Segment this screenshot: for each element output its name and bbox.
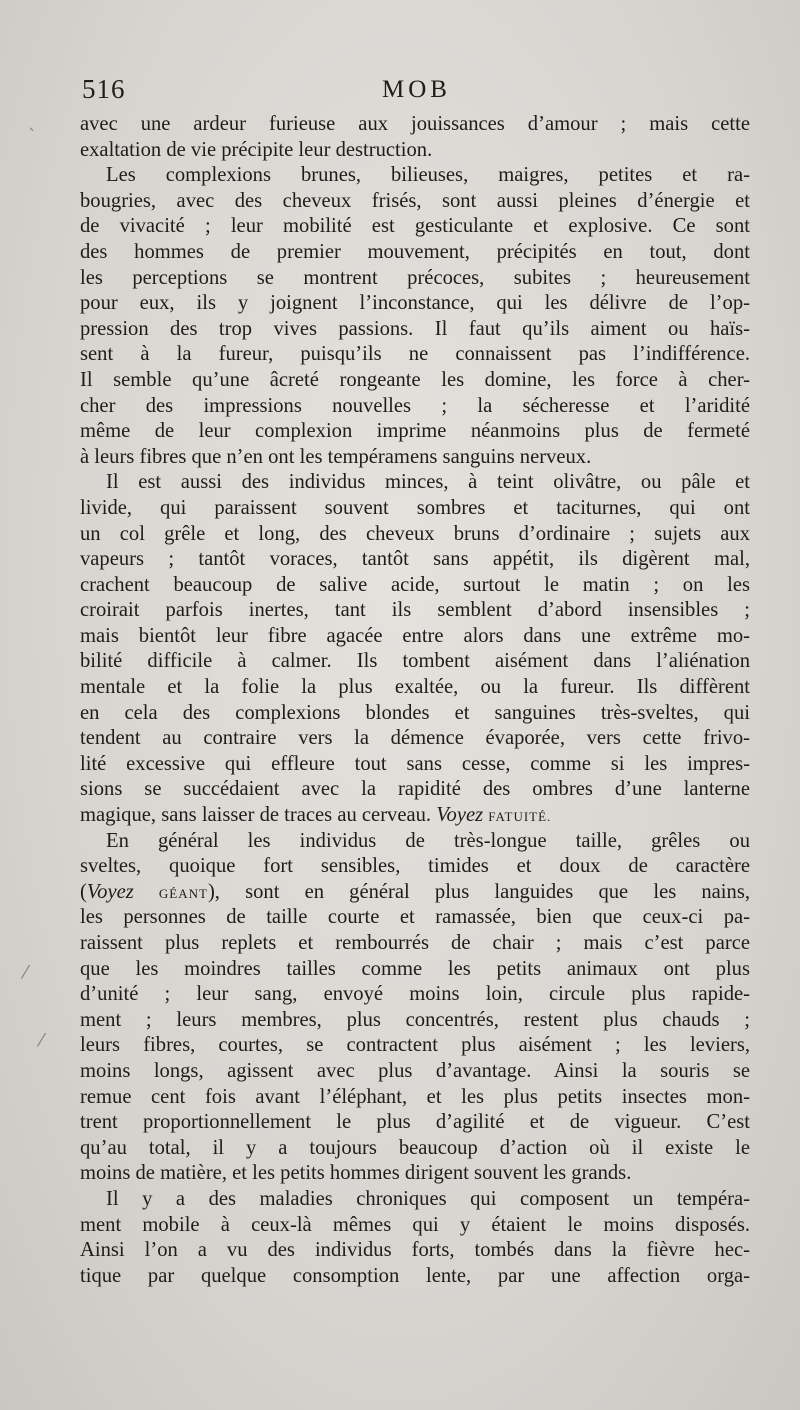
text-line: les perceptions se montrent précoces, subites ; heureusement bbox=[80, 266, 750, 289]
paragraph-start: Il est aussi des individus minces, à teint olivâtre, ou pâle et bbox=[106, 471, 750, 494]
text-line: même de leur complexion imprime néanmoins plus de fermeté bbox=[80, 420, 750, 443]
text-segment: ( bbox=[80, 880, 87, 903]
text-line: vapeurs ; tantôt voraces, tantôt sans appétit, ils digèrent mal, bbox=[80, 548, 750, 571]
margin-mark: ˋ bbox=[28, 126, 37, 147]
text-line: tique par quelque consomption lente, par une affection orga- bbox=[80, 1264, 750, 1287]
text-line: ment ; leurs membres, plus concentrés, restent plus chauds ; bbox=[80, 1008, 750, 1031]
body-text bbox=[80, 112, 750, 1289]
text-segment: magique, sans laisser de traces au cerveau. bbox=[80, 804, 432, 827]
text-line: Ainsi l’on a vu des individus forts, tombés dans la fièvre hec- bbox=[80, 1239, 750, 1262]
text-line: un col grêle et long, des cheveux bruns d’ordinaire ; sujets aux bbox=[80, 522, 750, 545]
margin-mark: ⁄ bbox=[24, 962, 28, 983]
text-line: mentale et la folie la plus exaltée, ou la fureur. Ils diffèrent bbox=[80, 676, 750, 699]
text-line: mais bientôt leur fibre agacée entre alors dans une extrême mo- bbox=[80, 624, 750, 647]
text-line: que les moindres tailles comme les petits animaux ont plus bbox=[80, 957, 750, 980]
text-line: pour eux, ils y joignent l’inconstance, qui les délivre de l’op- bbox=[80, 292, 750, 315]
page-header bbox=[82, 74, 750, 110]
text-line: des hommes de premier mouvement, précipités en tout, dont bbox=[80, 240, 750, 263]
cross-reference-geant: GÉANT bbox=[158, 885, 208, 901]
text-segment: ), sont en général plus languides que les nains, bbox=[207, 880, 750, 903]
paragraph-start: En général les individus de très-longue taille, grêles ou bbox=[106, 829, 750, 852]
paragraph-start: Les complexions brunes, bilieuses, maigres, petites et ra- bbox=[106, 164, 750, 187]
text-line: Il semble qu’une âcreté rongeante les domine, les force à cher- bbox=[80, 368, 750, 391]
text-line: exaltation de vie précipite leur destruction. bbox=[80, 138, 433, 161]
text-line: moins de matière, et les petits hommes dirigent souvent les grands. bbox=[80, 1162, 632, 1185]
text-line: livide, qui paraissent souvent sombres et taciturnes, qui ont bbox=[80, 496, 750, 519]
text-line: de vivacité ; leur mobilité est gesticulante et explosive. Ce sont bbox=[80, 215, 750, 238]
text-line: à leurs fibres que n’en ont les tempéramens sanguins nerveux. bbox=[80, 445, 592, 468]
text-line: trent proportionnellement le plus d’agilité et de vigueur. C’est bbox=[80, 1111, 750, 1134]
text-line: bougries, avec des cheveux frisés, sont aussi pleines d’énergie et bbox=[80, 189, 750, 212]
text-line: sveltes, quoique fort sensibles, timides et doux de caractère bbox=[80, 855, 750, 878]
text-line: d’unité ; leur sang, envoyé moins loin, circule plus rapide- bbox=[80, 983, 750, 1006]
text-line: remue cent fois avant l’éléphant, et les plus petits insectes mon- bbox=[80, 1085, 750, 1108]
text-line: cher des impressions nouvelles ; la sécheresse et l’aridité bbox=[80, 394, 750, 417]
text-line: tendent au contraire vers la démence évaporée, vers cette frivo- bbox=[80, 727, 750, 750]
text-line bbox=[80, 803, 750, 829]
cross-reference-voyez: Voyez bbox=[86, 880, 134, 903]
text-line: qu’au total, il y a toujours beaucoup d’action où il existe le bbox=[80, 1136, 750, 1159]
text-line: pression des trop vives passions. Il faut qu’ils aiment ou haïs- bbox=[80, 317, 750, 340]
text-line: en cela des complexions blondes et sanguines très-sveltes, qui bbox=[80, 701, 750, 724]
text-line: raissent plus replets et rembourrés de chair ; mais c’est parce bbox=[80, 932, 750, 954]
text-line: moins longs, agissent avec plus d’avantage. Ainsi la souris se bbox=[80, 1059, 750, 1082]
page-number: 516 bbox=[82, 74, 126, 104]
text-line: lité excessive qui effleure tout sans cesse, comme si les impres- bbox=[80, 752, 750, 775]
text-line: avec une ardeur furieuse aux jouissances d’amour ; mais cette bbox=[80, 113, 750, 135]
text-line: leurs fibres, courtes, se contractent plus aisément ; les leviers, bbox=[80, 1034, 750, 1057]
cross-reference-fatuite: FATUITÉ. bbox=[488, 809, 552, 825]
text-line: les personnes de taille courte et ramassée, bien que ceux-ci pa- bbox=[80, 906, 750, 929]
cross-reference-voyez: Voyez bbox=[436, 804, 484, 827]
text-line: sions se succédaient avec la rapidité des ombres d’une lanterne bbox=[80, 778, 750, 801]
margin-mark: ⁄ bbox=[40, 1030, 44, 1051]
text-line: croirait parfois inertes, tant ils semblent d’abord insensibles ; bbox=[80, 599, 750, 622]
text-line: ment mobile à ceux-là mêmes qui y étaient le moins disposés. bbox=[80, 1213, 750, 1236]
text-line: crachent beaucoup de salive acide, surtout le matin ; on les bbox=[80, 573, 750, 596]
running-head: MOB bbox=[382, 76, 451, 103]
text-line bbox=[80, 880, 750, 906]
paragraph-start: Il y a des maladies chroniques qui composent un tempéra- bbox=[106, 1187, 750, 1210]
text-line: sent à la fureur, puisqu’ils ne connaissent pas l’indifférence. bbox=[80, 343, 750, 366]
text-line: bilité difficile à calmer. Ils tombent aisément dans l’aliénation bbox=[80, 650, 750, 673]
